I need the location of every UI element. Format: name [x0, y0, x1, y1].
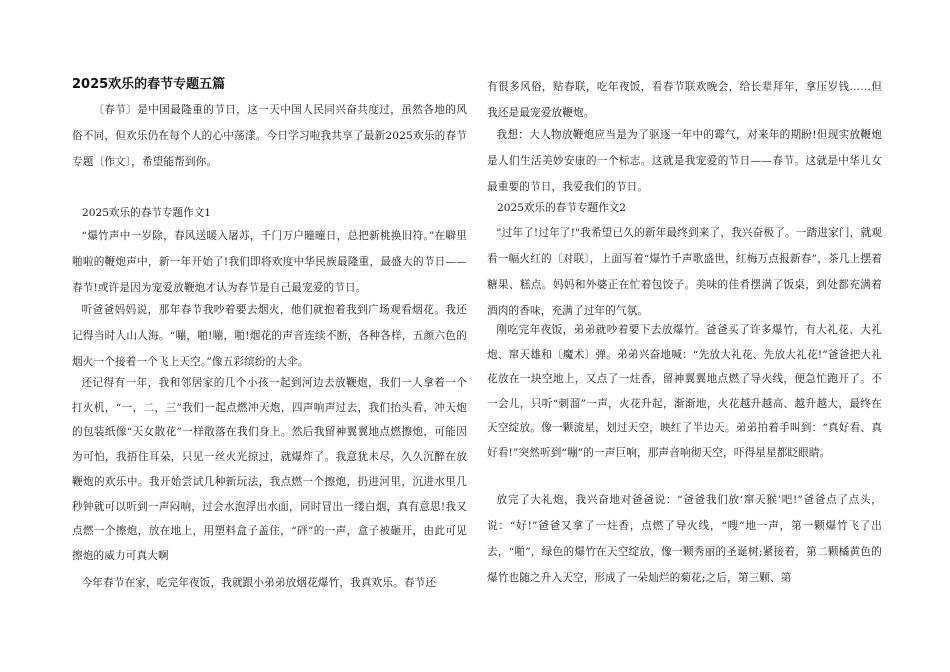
paragraph-1: “爆竹声中一岁除，春风送暖入屠苏，千门万户曈曈日，总把新桃换旧符。”在噼里啪啦的鞭炮声中，新一年开始了!我们即将欢度中华民族最隆重，最盛大的节日——春节!或许是因为宠爱放鞭炮才认为春节是自己最宠爱的节日。: [72, 230, 467, 294]
paragraph-9: 放完了大礼炮，我兴奋地对爸爸说：“爸爸我们放‘窜天猴’吧!”爸爸点了点头，说：“好!”爸爸又拿了一炷香，点燃了导火线，“嗖”地一声，第一颗爆竹飞了出去，“啪”，绿色的爆竹在天空绽放，像一颗秀丽的圣诞树;紧接着，第二颗橘黄色的爆竹也随之升入天空，形成了一朵灿烂的菊花;之后，第三颗、第: [487, 494, 882, 584]
paragraph-4: 今年春节在家，吃完年夜饭，我就跟小弟弟放烟花爆竹，我真欢乐。春节还: [81, 577, 437, 589]
paragraph-6: 我想：大人物放鞭炮应当是为了驱逐一年中的霉气，对来年的期盼!但现实放鞭炮是人们生活美妙安康的一个标志。这就是我宠爱的节日——春节。这就是中华儿女最重要的节日，我爱我们的节日。: [487, 129, 882, 193]
document-title: 2025欢乐的春节专题五篇: [72, 77, 226, 92]
paragraph-2: 听爸爸妈妈说，那年春节我吵着要去烟火，他们就抱着我到广场观看烟花。我还记得当时人山人海。“嘣，啪!嘣，啪!烟花的声音连续不断，各种各样，五颜六色的烟火一个接着一个飞上天空。”像五彩缤纷的大伞。: [72, 304, 467, 368]
paragraph-8: 刚吃完年夜饭，弟弟就吵着要下去放爆竹。爸爸买了许多爆竹，有大礼花、大礼炮、窜天雄和〔魔术〕弹。弟弟兴奋地喊：“先放大礼花、先放大礼花!”爸爸把大礼花放在一块空地上，又点了一炷香，留神翼翼地点燃了导火线，便急忙跑开了。不一会儿，只听“刺溜”一声，火花升起，渐渐地，火花越升越高、越升越大，最终在天空绽放。像一颗流星，划过天空，映红了半边天。弟弟拍着手叫到：“真好看、真好看!”突然听到“嘣”的一声巨响，那声音响彻天空，吓得星星都眨眼睛。: [487, 324, 882, 459]
paragraph-3: 还记得有一年，我和邻居家的几个小孩一起到河边去放鞭炮，我们一人拿着一个打火机，“一，二，三”我们一起点燃冲天炮，四声响声过去，我们抬头看，冲天炮的包装纸像“天女散花”一样散落在我们身上。然后我留神翼翼地点燃擦炮，可能因为可怕，我捂住耳朵，只见一丝火光掠过，就爆炸了。我意犹未尽，久久沉醉在放鞭炮的欢乐中。我开始尝试几种新玩法，我点燃一个擦炮，扔进河里，沉进水里几秒钟就可以听到一声闷响，过会水泡浮出水面，同时冒出一缕白烟，真有意思!我又点燃一个擦炮，放在地上，用塑料盒子盖住，“砰”的一声，盒子被砸开，由此可见擦炮的威力可真大啊: [72, 377, 467, 562]
intro-paragraph: 〔春节〕是中国最隆重的节日，这一天中国人民同兴奋共度过，虽然各地的风俗不同，但欢乐仍在每个人的心中荡漾。今日学习啦我共享了最新2025欢乐的春节专题〔作文〕，希望能帮到你。: [72, 104, 467, 168]
paragraph-7: "过年了!过年了!"我希望已久的新年最终到来了，我兴奋极了。一踏进家门，就观看一幅火红的〔对联〕，上面写着“爆竹千声歌盛世，红梅万点报新春”，茶几上摆着糖果、糕点。妈妈和外婆正在忙着包饺子。美味的佳肴摆满了饭桌，到处都充满着酒肉的香味，充满了过年的气氛。: [487, 227, 882, 317]
section-2-heading: 2025欢乐的春节专题作文2: [497, 202, 627, 214]
paragraph-5: 有很多风俗，贴春联，吃年夜饭，看春节联欢晚会，给长辈拜年，拿压岁钱……但我还是最宠爱放鞭炮。: [487, 81, 882, 119]
section-1-heading: 2025欢乐的春节专题作文1: [82, 207, 212, 219]
